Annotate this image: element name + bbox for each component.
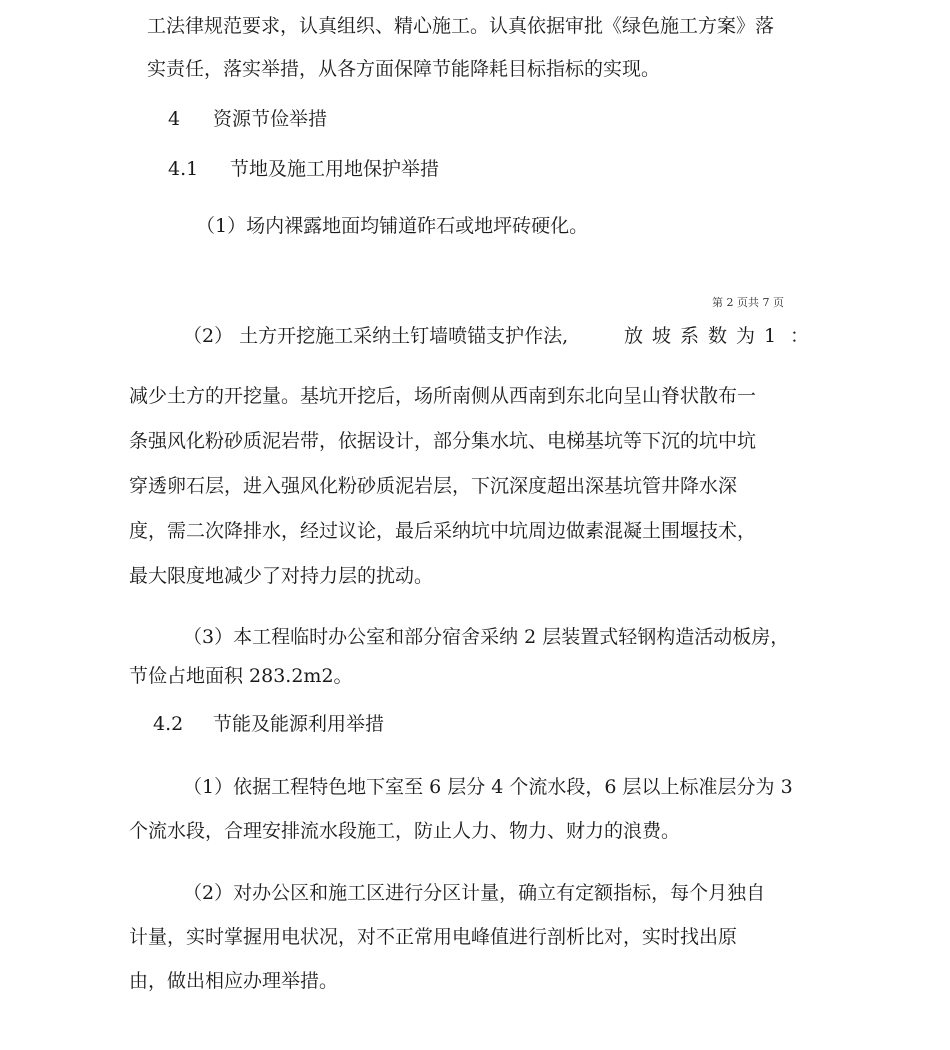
- item-2-line-2: 减少土方的开挖量。基坑开挖后，场所南侧从西南到东北向呈山脊状散布一: [129, 385, 757, 407]
- item-2-line-1a: （2） 土方开挖施工采纳土钉墙喷锚支护作法,: [183, 325, 569, 347]
- item-5-line-2: 计量，实时掌握用电状况，对不正常用电峰值进行剖析比对，实时找出原: [129, 926, 738, 948]
- item-5-line-3: 由，做出相应办理举措。: [129, 970, 339, 992]
- section-4-1-title: 节地及施工用地保护举措: [230, 158, 440, 180]
- intro-paragraph-line-2: 实责任，落实举措，从各方面保障节能降耗目标指标的实现。: [147, 58, 661, 80]
- item-4-line-2: 个流水段，合理安排流水段施工，防止人力、物力、财力的浪费。: [129, 820, 681, 842]
- page-number-footer: 第 2 页共 7 页: [712, 296, 784, 309]
- item-3-line-2: 节俭占地面积 283.2m2。: [129, 665, 353, 687]
- section-4-2-title: 节能及能源利用举措: [213, 713, 385, 735]
- intro-paragraph-line-1: 工法律规范要求，认真组织、精心施工。认真依据审批《绿色施工方案》落: [147, 15, 775, 37]
- item-2-line-1b: 放坡系数为1: [624, 325, 786, 347]
- item-3-line-1: （3）本工程临时办公室和部分宿舍采纳 2 层装置式轻钢构造活动板房，: [183, 626, 790, 648]
- item-4-line-1: （1）依据工程特色地下室至 6 层分 4 个流水段，6 层以上标准层分为 3: [183, 776, 793, 798]
- section-4-2-number: 4.2: [153, 713, 184, 735]
- item-5-line-1: （2）对办公区和施工区进行分区计量，确立有定额指标，每个月独自: [183, 882, 766, 904]
- section-4-title: 资源节俭举措: [213, 108, 328, 130]
- item-2-line-5: 度，需二次降排水，经过议论，最后采纳坑中坑周边做素混凝土围堰技术，: [129, 520, 757, 542]
- item-2-line-6: 最大限度地减少了对持力层的扰动。: [129, 565, 434, 587]
- item-2-line-4: 穿透卵石层，进入强风化粉砂质泥岩层，下沉深度超出深基坑管井降水深: [129, 475, 738, 497]
- section-4-1-number: 4.1: [168, 158, 199, 180]
- item-1-text: （1）场内裸露地面均铺道砟石或地坪砖硬化。: [196, 215, 589, 237]
- section-4-number: 4: [168, 108, 181, 130]
- item-2-line-1c: ：: [790, 325, 810, 347]
- item-2-line-3: 条强风化粉砂质泥岩带，依据设计，部分集水坑、电梯基坑等下沉的坑中坑: [129, 430, 757, 452]
